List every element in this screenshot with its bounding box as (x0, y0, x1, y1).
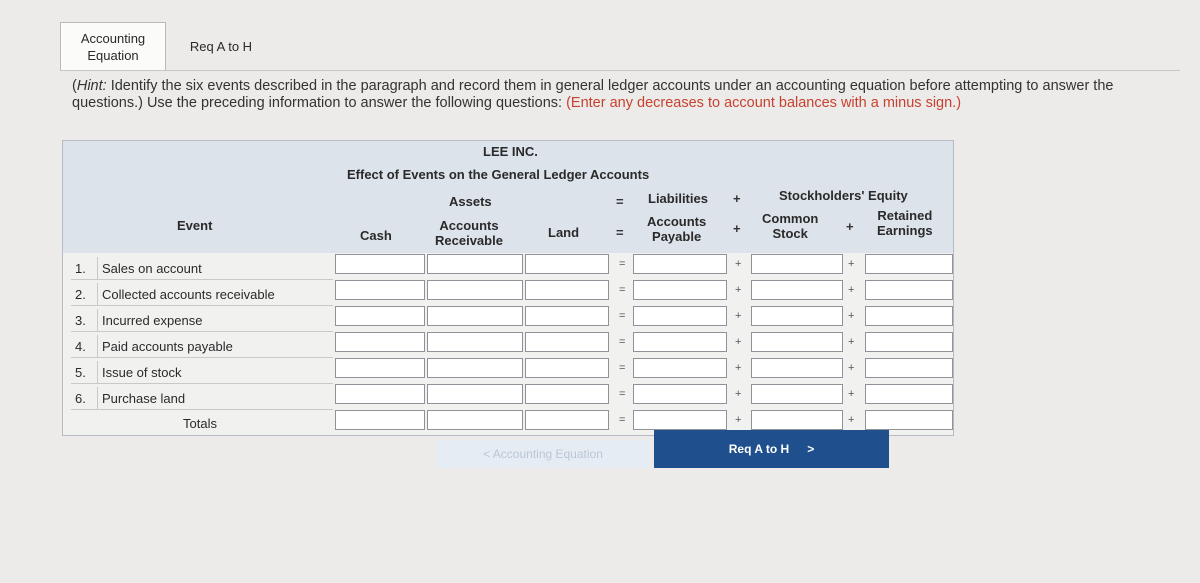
plus-sign: + (733, 221, 741, 236)
group-assets: Assets (449, 194, 492, 209)
col-common-stock: Common Stock (762, 211, 819, 241)
cash-input[interactable] (335, 306, 425, 326)
accounts-receivable-field[interactable] (428, 333, 522, 351)
chevron-right-icon: > (807, 442, 815, 456)
retained-earnings-input[interactable] (865, 280, 953, 300)
event-label (71, 309, 333, 332)
plus-sign: + (735, 388, 742, 400)
col-cash: Cash (360, 228, 392, 243)
accounts-payable-input[interactable] (633, 332, 727, 352)
accounts-payable-input[interactable] (633, 306, 727, 326)
totals-label: Totals (183, 416, 217, 431)
accounts-payable-field[interactable] (634, 255, 726, 273)
accounts-receivable-field[interactable] (428, 411, 522, 429)
accounts-payable-field[interactable] (634, 333, 726, 351)
col-land: Land (548, 225, 580, 240)
equals-sign: = (619, 388, 626, 400)
next-button[interactable] (654, 430, 889, 468)
hint-label: Hint: (76, 78, 107, 94)
cash-input[interactable] (335, 332, 425, 352)
plus-sign: + (848, 362, 855, 374)
tab-req-a-to-h-label: Req A to H (189, 38, 253, 54)
land-field[interactable] (526, 333, 608, 351)
common-stock-input[interactable] (751, 358, 843, 378)
instructions-text: (Hint: Identify the six events described in the paragraph and record them in general ledger accounts under an accounting equation before attempting to answer the questions.) Use the preceding information to answer the following questions: (Enter any decreases to account balances with a minus sign.) (72, 78, 1114, 111)
event-number: 3. (71, 309, 98, 332)
event-number: 1. (71, 257, 98, 280)
retained-earnings-input[interactable] (865, 358, 953, 378)
table-row (63, 306, 953, 331)
plus-sign: + (848, 414, 855, 426)
col-accounts-receivable: Accounts Receivable (435, 218, 503, 248)
accounts-payable-field[interactable] (634, 281, 726, 299)
land-input[interactable] (525, 384, 609, 404)
retained-earnings-field[interactable] (866, 385, 952, 403)
plus-sign: + (735, 362, 742, 374)
equals-sign: = (619, 258, 626, 270)
common-stock-input[interactable] (751, 384, 843, 404)
total-cash-input[interactable] (335, 410, 425, 430)
retained-earnings-input[interactable] (865, 332, 953, 352)
retained-earnings-input[interactable] (865, 384, 953, 404)
retained-earnings-field[interactable] (866, 281, 952, 299)
event-label (71, 257, 333, 280)
accounts-payable-field[interactable] (634, 359, 726, 377)
total-land-input[interactable] (525, 410, 609, 430)
tab-bar (60, 22, 276, 70)
common-stock-input[interactable] (751, 280, 843, 300)
equals-sign: = (619, 310, 626, 322)
chevron-left-icon: < (483, 447, 491, 461)
table-row (63, 254, 953, 279)
plus-sign: + (735, 310, 742, 322)
common-stock-input[interactable] (751, 332, 843, 352)
col-event: Event (177, 218, 213, 233)
common-stock-field[interactable] (752, 359, 842, 377)
event-number: 4. (71, 335, 98, 358)
col-accounts-payable: Accounts Payable (647, 214, 707, 244)
hint-body: Identify the six events described in the paragraph and record them in general ledger accounts under an accounting equation before attempting to answer the questions.) Use the preceding information to answer the following questions: (72, 78, 1114, 111)
cash-field[interactable] (336, 333, 424, 351)
cash-field[interactable] (336, 307, 424, 325)
equals-sign: = (616, 194, 624, 209)
plus-sign: + (848, 310, 855, 322)
cash-input[interactable] (335, 384, 425, 404)
plus-sign: + (848, 388, 855, 400)
tab-divider (60, 70, 1180, 71)
hint-warning: (Enter any decreases to account balances with a minus sign.) (566, 95, 962, 111)
total-retained-earnings-input[interactable] (865, 410, 953, 430)
total-common-stock-input[interactable] (751, 410, 843, 430)
table-row (63, 332, 953, 357)
col-retained-earnings: Retained Earnings (877, 208, 933, 238)
equals-sign: = (619, 284, 626, 296)
common-stock-field[interactable] (752, 333, 842, 351)
tab-req-a-to-h[interactable] (166, 22, 276, 70)
retained-earnings-field[interactable] (866, 333, 952, 351)
plus-sign: + (848, 258, 855, 270)
accounts-receivable-input[interactable] (427, 332, 523, 352)
plus-sign: + (848, 284, 855, 296)
event-label (71, 283, 333, 306)
accounts-payable-input[interactable] (633, 280, 727, 300)
plus-sign: + (733, 191, 741, 206)
accounts-receivable-field[interactable] (428, 359, 522, 377)
land-field[interactable] (526, 307, 608, 325)
accounts-receivable-input[interactable] (427, 358, 523, 378)
common-stock-field[interactable] (752, 385, 842, 403)
accounts-payable-input[interactable] (633, 254, 727, 274)
event-text: Purchase land (102, 391, 186, 406)
cash-input[interactable] (335, 280, 425, 300)
plus-sign: + (846, 219, 854, 234)
group-liabilities: Liabilities (648, 191, 708, 206)
accounts-payable-input[interactable] (633, 384, 727, 404)
retained-earnings-input[interactable] (865, 254, 953, 274)
cash-field[interactable] (336, 359, 424, 377)
land-input[interactable] (525, 280, 609, 300)
event-number: 6. (71, 387, 98, 410)
land-input[interactable] (525, 306, 609, 326)
accounts-receivable-input[interactable] (427, 254, 523, 274)
event-number: 5. (71, 361, 98, 384)
group-equity: Stockholders' Equity (779, 188, 908, 203)
event-label (71, 361, 333, 384)
land-field[interactable] (526, 385, 608, 403)
land-input[interactable] (525, 358, 609, 378)
accounts-payable-field[interactable] (634, 385, 726, 403)
event-text: Issue of stock (102, 365, 182, 380)
accounts-payable-input[interactable] (633, 358, 727, 378)
next-button-label: Req A to H (728, 442, 790, 456)
retained-earnings-field[interactable] (866, 411, 952, 429)
accounts-receivable-field[interactable] (428, 307, 522, 325)
cash-field[interactable] (336, 255, 424, 273)
accounts-payable-field[interactable] (634, 307, 726, 325)
ledger-table (62, 140, 954, 436)
accounts-receivable-input[interactable] (427, 280, 523, 300)
land-field[interactable] (526, 411, 608, 429)
event-text: Collected accounts receivable (102, 287, 275, 302)
accounts-receivable-field[interactable] (428, 255, 522, 273)
plus-sign: + (735, 336, 742, 348)
equals-sign: = (616, 225, 624, 240)
accounts-payable-field[interactable] (634, 411, 726, 429)
event-label (71, 335, 333, 358)
accounts-receivable-field[interactable] (428, 385, 522, 403)
cash-field[interactable] (336, 385, 424, 403)
accounts-receivable-input[interactable] (427, 384, 523, 404)
table-subtitle: Effect of Events on the General Ledger Accounts (347, 167, 650, 182)
retained-earnings-field[interactable] (866, 255, 952, 273)
equals-sign: = (619, 336, 626, 348)
prev-button[interactable] (436, 440, 650, 468)
table-row (63, 384, 953, 409)
event-text: Sales on account (102, 261, 202, 276)
prev-button-label: Accounting Equation (492, 447, 603, 461)
common-stock-field[interactable] (752, 281, 842, 299)
event-label (71, 387, 333, 410)
event-text: Paid accounts payable (102, 339, 233, 354)
land-input[interactable] (525, 332, 609, 352)
land-input[interactable] (525, 254, 609, 274)
tab-accounting-equation-label: Accounting Equation (80, 30, 146, 63)
event-number: 2. (71, 283, 98, 306)
tab-accounting-equation[interactable] (60, 22, 166, 70)
common-stock-input[interactable] (751, 254, 843, 274)
accounts-receivable-input[interactable] (427, 306, 523, 326)
plus-sign: + (848, 336, 855, 348)
land-field[interactable] (526, 255, 608, 273)
accounts-receivable-field[interactable] (428, 281, 522, 299)
cash-field[interactable] (336, 411, 424, 429)
cash-input[interactable] (335, 254, 425, 274)
plus-sign: + (735, 284, 742, 296)
total-accounts-payable-input[interactable] (633, 410, 727, 430)
land-field[interactable] (526, 359, 608, 377)
table-row (63, 280, 953, 305)
retained-earnings-field[interactable] (866, 359, 952, 377)
common-stock-field[interactable] (752, 307, 842, 325)
common-stock-field[interactable] (752, 411, 842, 429)
cash-input[interactable] (335, 358, 425, 378)
event-text: Incurred expense (102, 313, 203, 328)
table-row (63, 358, 953, 383)
company-title: LEE INC. (483, 144, 538, 159)
total-accounts-receivable-input[interactable] (427, 410, 523, 430)
retained-earnings-input[interactable] (865, 306, 953, 326)
common-stock-input[interactable] (751, 306, 843, 326)
common-stock-field[interactable] (752, 255, 842, 273)
equals-sign: = (619, 414, 626, 426)
plus-sign: + (735, 258, 742, 270)
land-field[interactable] (526, 281, 608, 299)
cash-field[interactable] (336, 281, 424, 299)
equals-sign: = (619, 362, 626, 374)
plus-sign: + (735, 414, 742, 426)
retained-earnings-field[interactable] (866, 307, 952, 325)
